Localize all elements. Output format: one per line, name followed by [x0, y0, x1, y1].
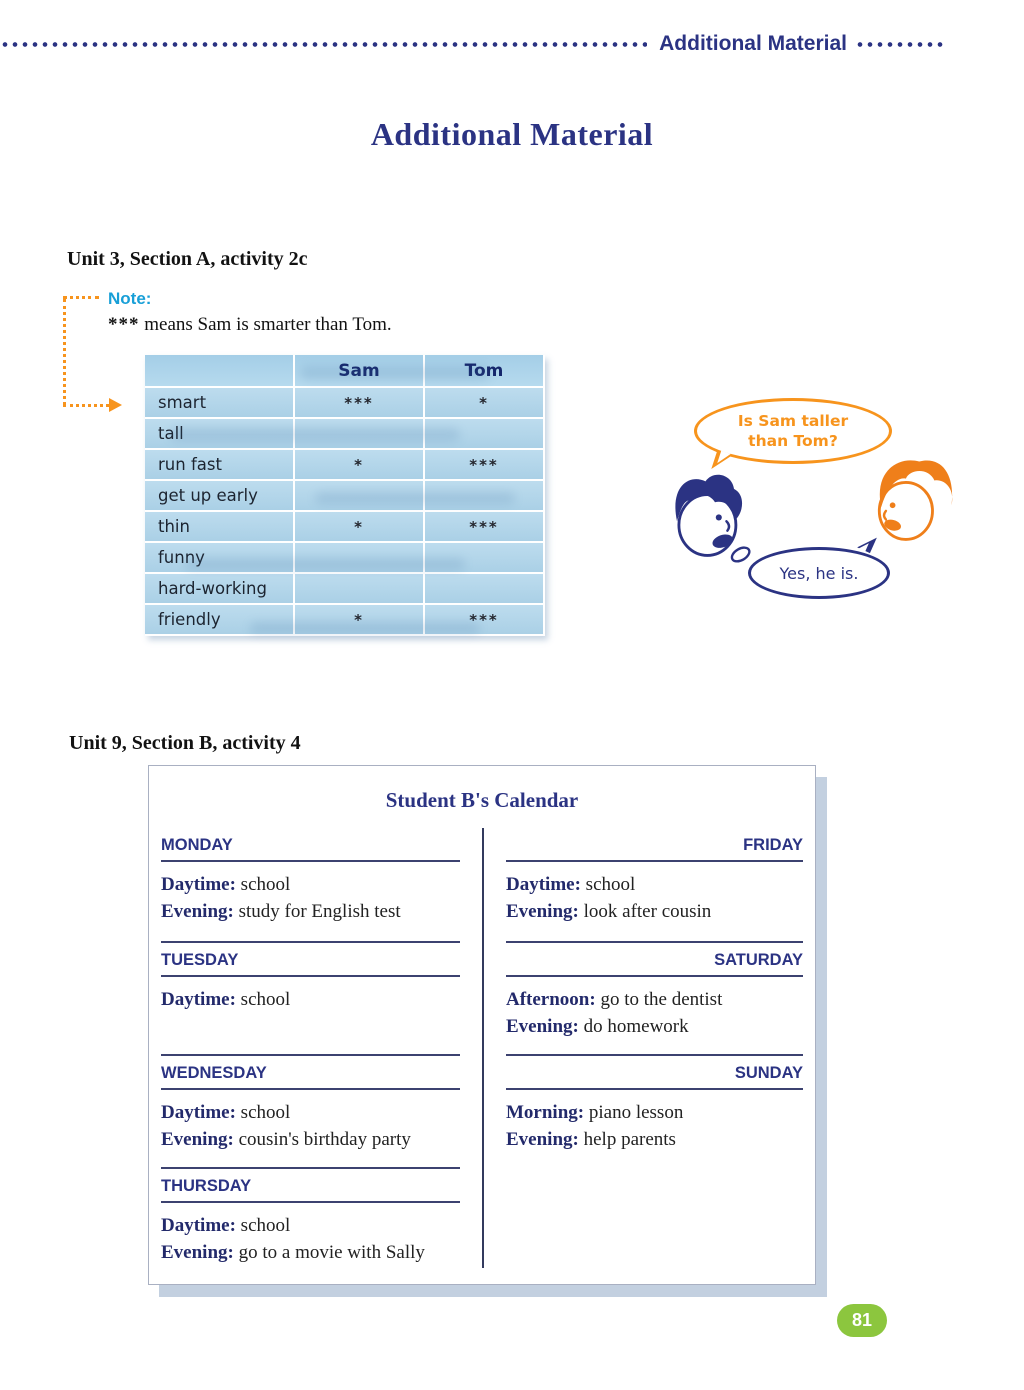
- top-dotted-rule: [0, 32, 1024, 56]
- calendar-columns: [149, 828, 815, 1284]
- table-cell-tom: [425, 481, 545, 512]
- day-name: SUNDAY: [506, 1064, 803, 1090]
- table-cell-sam: [295, 543, 425, 574]
- day-name: WEDNESDAY: [161, 1064, 460, 1090]
- orange-dotted-line-vertical: [63, 299, 66, 405]
- note-sentence: means Sam is smarter than Tom.: [139, 314, 392, 335]
- table-row-label: funny: [145, 543, 295, 574]
- question-line-1: Is Sam taller: [737, 411, 849, 430]
- table-row-label: friendly: [145, 605, 295, 636]
- calendar-day-thursday: [161, 1167, 460, 1266]
- table-row-label: smart: [145, 388, 295, 419]
- calendar-title: Student B's Calendar: [385, 788, 579, 812]
- section1-heading: Unit 3, Section A, activity 2c: [67, 248, 308, 270]
- table-row-label: get up early: [145, 481, 295, 512]
- table-cell-sam: *: [295, 512, 425, 543]
- comparison-table: [145, 355, 545, 636]
- boy-face-illustration: [658, 466, 753, 566]
- question-line-2: than Tom?: [748, 432, 838, 450]
- answer-text: Yes, he is.: [779, 563, 859, 583]
- day-name: FRIDAY: [506, 836, 803, 862]
- table-cell-tom: [425, 574, 545, 605]
- header-label: Additional Material: [659, 32, 847, 55]
- calendar-entry: Daytime: school: [161, 1102, 291, 1123]
- calendar-entry: Daytime: school: [506, 874, 636, 895]
- answer-speech-bubble: [748, 547, 890, 599]
- table-header-tom: Tom: [425, 355, 545, 388]
- calendar-day-friday: [506, 828, 803, 941]
- table-header-sam: Sam: [295, 355, 425, 388]
- calendar-right-column: [482, 828, 815, 1284]
- orange-dotted-line-top: [63, 296, 99, 299]
- calendar-entry: Daytime: school: [161, 1215, 291, 1236]
- day-name: TUESDAY: [161, 951, 460, 977]
- page-number: 81: [851, 1310, 873, 1330]
- calendar-entry: Evening: do homework: [506, 1016, 689, 1037]
- calendar-entry: Daytime: school: [161, 989, 291, 1010]
- table-cell-sam: *: [295, 605, 425, 636]
- orange-arrow-icon: [109, 398, 122, 412]
- calendar-entry: Morning: piano lesson: [506, 1102, 684, 1123]
- calendar-day-monday: [161, 828, 460, 941]
- orange-dotted-line-bottom: [63, 404, 109, 407]
- calendar-day-saturday: [506, 941, 803, 1054]
- girl-face-illustration: [866, 450, 961, 550]
- section2-heading: Unit 9, Section B, activity 4: [69, 732, 301, 754]
- table-row-label: thin: [145, 512, 295, 543]
- note-text: [108, 314, 392, 336]
- table-cell-sam: ***: [295, 388, 425, 419]
- calendar-day-wednesday: [161, 1054, 460, 1167]
- calendar-day-tuesday: [161, 941, 460, 1054]
- day-name: MONDAY: [161, 836, 460, 862]
- calendar-entry: Daytime: school: [161, 874, 291, 895]
- table-row-label: run fast: [145, 450, 295, 481]
- table-row-label: tall: [145, 419, 295, 450]
- page-title: Additional Material: [370, 116, 654, 152]
- table-cell-tom: ***: [425, 450, 545, 481]
- dialogue-illustration: [652, 392, 972, 617]
- note-label: Note:: [108, 289, 152, 308]
- page-number-badge: [837, 1304, 887, 1337]
- table-cell-tom: ***: [425, 512, 545, 543]
- calendar-entry: Evening: study for English test: [161, 901, 401, 922]
- table-cell-sam: [295, 481, 425, 512]
- calendar-entry: Evening: cousin's birthday party: [161, 1129, 411, 1150]
- calendar-entry: Evening: look after cousin: [506, 901, 712, 922]
- table-cell-tom: [425, 543, 545, 574]
- dotted-rule-left: [0, 41, 647, 48]
- calendar-entry: Afternoon: go to the dentist: [506, 989, 723, 1010]
- day-name: SATURDAY: [506, 951, 803, 977]
- calendar-entry: Evening: go to a movie with Sally: [161, 1242, 425, 1263]
- table-cell-sam: *: [295, 450, 425, 481]
- calendar-entry: Evening: help parents: [506, 1129, 676, 1150]
- calendar-box: [148, 765, 816, 1285]
- table-corner-cell: [145, 355, 295, 388]
- table-cell-tom: *: [425, 388, 545, 419]
- table-cell-sam: [295, 419, 425, 450]
- calendar-left-column: [149, 828, 482, 1284]
- table-cell-sam: [295, 574, 425, 605]
- note-stars: ***: [108, 314, 140, 335]
- table-cell-tom: [425, 419, 545, 450]
- day-name: THURSDAY: [161, 1177, 460, 1203]
- calendar-day-sunday: [506, 1054, 803, 1153]
- table-cell-tom: ***: [425, 605, 545, 636]
- table-row-label: hard-working: [145, 574, 295, 605]
- dotted-rule-right: [855, 41, 945, 48]
